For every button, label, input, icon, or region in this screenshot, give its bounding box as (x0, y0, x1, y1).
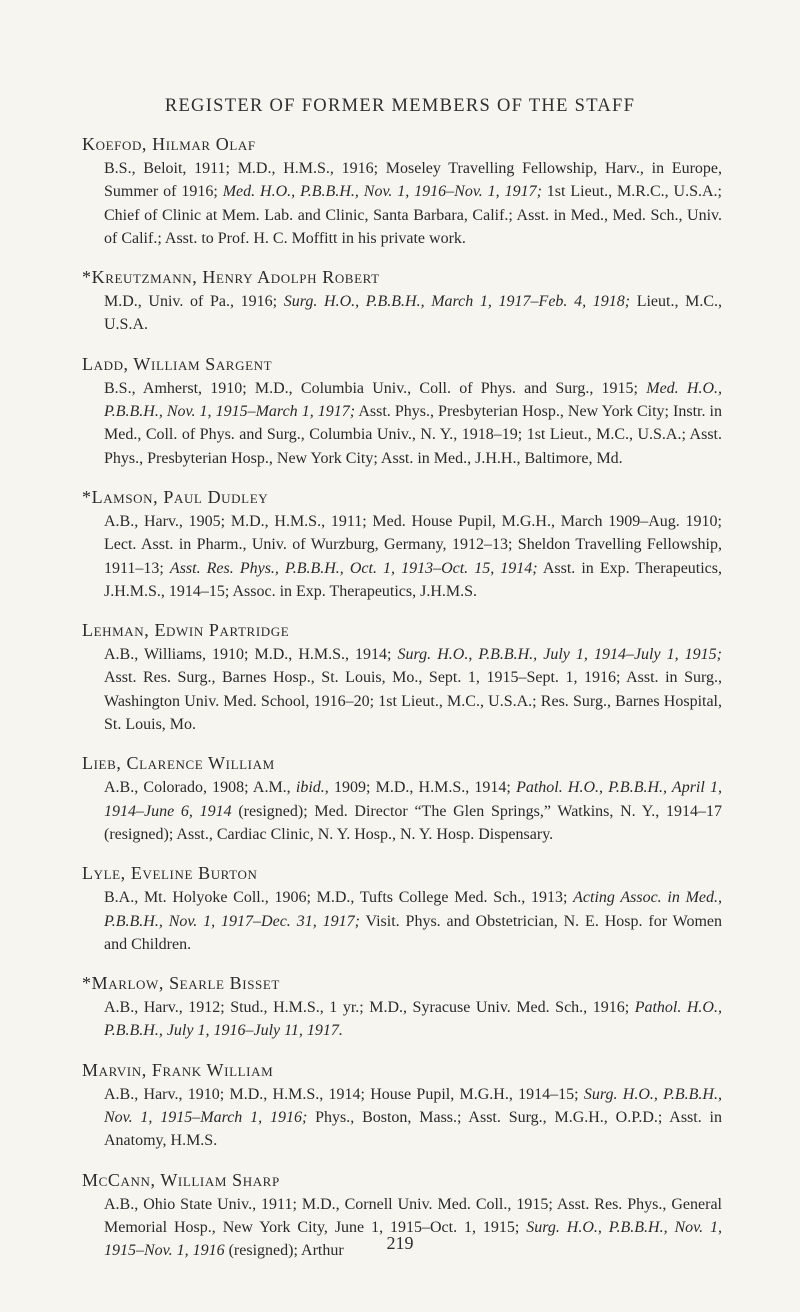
entry-text: A.B., Harv., 1912; Stud., H.M.S., 1 yr.; M.D., Syracuse Univ. Med. Sch., 1916; (104, 999, 635, 1017)
entry-text: , 1909; M.D., H.M.S., 1914; (324, 779, 517, 797)
register-entry (82, 971, 722, 1043)
entry-text: Visit. Phys. and Obstetrician, N. E. Hosp. for Women and Children. (104, 912, 722, 953)
entry-name: Lehman, Edwin Partridge (82, 620, 290, 641)
entry-details (82, 1083, 722, 1153)
hospital-appointment: Pathol. H.O., P.B.B.H., July 1, 1916–July 11, 1917. (104, 999, 722, 1040)
entry-text: A.B., Ohio State Univ., 1911; M.D., Cornell Univ. Med. Coll., 1915; Asst. Res. Phys., General Memorial Hosp., New York City, June 1, 1915–Oct. 1, 1915; (104, 1195, 722, 1236)
entry-name: Marvin, Frank William (82, 1059, 274, 1080)
running-head: REGISTER OF FORMER MEMBERS OF THE STAFF (164, 96, 636, 116)
entry-text: B.A., Mt. Holyoke Coll., 1906; M.D., Tufts College Med. Sch., 1913; (104, 889, 574, 907)
register-entry (82, 352, 722, 470)
entry-text: A.B., Harv., 1910; M.D., H.M.S., 1914; House Pupil, M.G.H., 1914–15; (104, 1085, 584, 1103)
entry-text: M.D., Univ. of Pa., 1916; (104, 293, 284, 311)
register-entries (82, 132, 722, 1278)
entry-text: Asst. in Exp. Therapeutics, J.H.M.S., 1914–15; Assoc. in Exp. Therapeutics, J.H.M.S. (104, 559, 723, 600)
entry-details (82, 157, 722, 250)
register-entry (82, 265, 722, 337)
entry-name: Lieb, Clarence William (82, 753, 275, 774)
entry-text: B.S., Beloit, 1911; M.D., H.M.S., 1916; Moseley Travelling Fellowship, Harv., in Europe, Summer of 1916; (104, 160, 722, 201)
entry-name: Ladd, William Sargent (82, 353, 273, 374)
entry-details (82, 776, 722, 846)
entry-details (82, 377, 722, 470)
entry-text: 1st Lieut., M.R.C., U.S.A.; Chief of Clinic at Mem. Lab. and Clinic, Santa Barbara, Calif.; Asst. in Med., Med. Sch., Univ. of Calif.; Asst. to Prof. H. C. Moffitt in his private work. (104, 183, 722, 247)
entry-name: Lyle, Eveline Burton (82, 863, 258, 884)
hospital-appointment: ibid. (295, 779, 325, 797)
hospital-appointment: Surg. H.O., P.B.B.H., Nov. 1, 1915–March 1, 1916; (104, 1085, 722, 1127)
entry-text: Asst. Phys., Presbyterian Hosp., New York City; Instr. in Med., Coll. of Phys. and Surg., Columbia Univ., N. Y., 1918–19; 1st Lieut., M.C., U.S.A.; Asst. Phys., Presbyterian Hosp., New York City; Asst. in Med., J.H.H., Baltimore, Md. (104, 403, 723, 467)
entry-text: (resigned); Med. Director “The Glen Springs,” Watkins, N. Y., 1914–17 (resigned); Asst., Cardiac Clinic, N. Y. Hosp., N. Y. Hosp. Dispensary. (104, 802, 723, 843)
entry-text: A.B., Colorado, 1908; A.M., (104, 779, 296, 797)
entry-name: *Lamson, Paul Dudley (82, 486, 269, 507)
register-entry (82, 618, 722, 736)
entry-details (82, 643, 722, 736)
entry-text: Asst. Res. Surg., Barnes Hosp., St. Louis, Mo., Sept. 1, 1915–Sept. 1, 1916; Asst. in Surg., Washington Univ. Med. School, 1916–20; 1st Lieut., M.C., U.S.A.; Res. Surg., Barnes Hospital, St. Louis, Mo. (104, 669, 722, 734)
register-entry (82, 1058, 722, 1153)
entry-details (82, 290, 722, 337)
entry-text: Phys., Boston, Mass.; Asst. Surg., M.G.H., O.P.D.; Asst. in Anatomy, H.M.S. (104, 1109, 722, 1150)
entry-text: B.S., Amherst, 1910; M.D., Columbia Univ., Coll. of Phys. and Surg., 1915; (104, 379, 647, 397)
entry-text: Lieut., M.C., U.S.A. (104, 293, 722, 334)
register-entry (82, 751, 722, 846)
register-entry (82, 861, 722, 956)
entry-name: *Kreutzmann, Henry Adolph Robert (82, 267, 380, 288)
entry-details (82, 996, 722, 1043)
entry-text: (resigned); Arthur (224, 1242, 344, 1260)
hospital-appointment: Acting Assoc. in Med., P.B.B.H., Nov. 1, 1917–Dec. 31, 1917; (104, 889, 722, 930)
hospital-appointment: Surg. H.O., P.B.B.H., July 1, 1914–July 1, 1915; (397, 646, 722, 664)
register-entry (82, 485, 722, 603)
hospital-appointment: Pathol. H.O., P.B.B.H., April 1, 1914–June 6, 1914 (104, 779, 722, 820)
entry-name: *Marlow, Searle Bisset (82, 973, 280, 994)
entry-name: McCann, William Sharp (82, 1169, 280, 1190)
hospital-appointment: Surg. H.O., P.B.B.H., March 1, 1917–Feb. 4, 1918; (283, 293, 631, 311)
entry-text: A.B., Harv., 1905; M.D., H.M.S., 1911; Med. House Pupil, M.G.H., March 1909–Aug. 1910; Lect. Asst. in Pharm., Univ. of Wurzburg, Germany, 1912–13; Sheldon Travelling Fellowship, 1911–13; (104, 512, 722, 577)
entry-name: Koefod, Hilmar Olaf (82, 134, 256, 154)
entry-details (82, 510, 722, 603)
page-number: 219 (386, 1233, 414, 1253)
hospital-appointment: Med. H.O., P.B.B.H., Nov. 1, 1916–Nov. 1, 1917; (222, 183, 542, 201)
register-entry (82, 132, 722, 250)
hospital-appointment: Surg. H.O., P.B.B.H., Nov. 1, 1915–Nov. 1, 1916 (104, 1218, 722, 1260)
entry-details (82, 886, 722, 956)
entry-text: A.B., Williams, 1910; M.D., H.M.S., 1914; (104, 646, 398, 664)
hospital-appointment: Med. H.O., P.B.B.H., Nov. 1, 1915–March 1, 1917; (104, 379, 722, 421)
hospital-appointment: Asst. Res. Phys., P.B.B.H., Oct. 1, 1913–Oct. 15, 1914; (169, 559, 538, 577)
